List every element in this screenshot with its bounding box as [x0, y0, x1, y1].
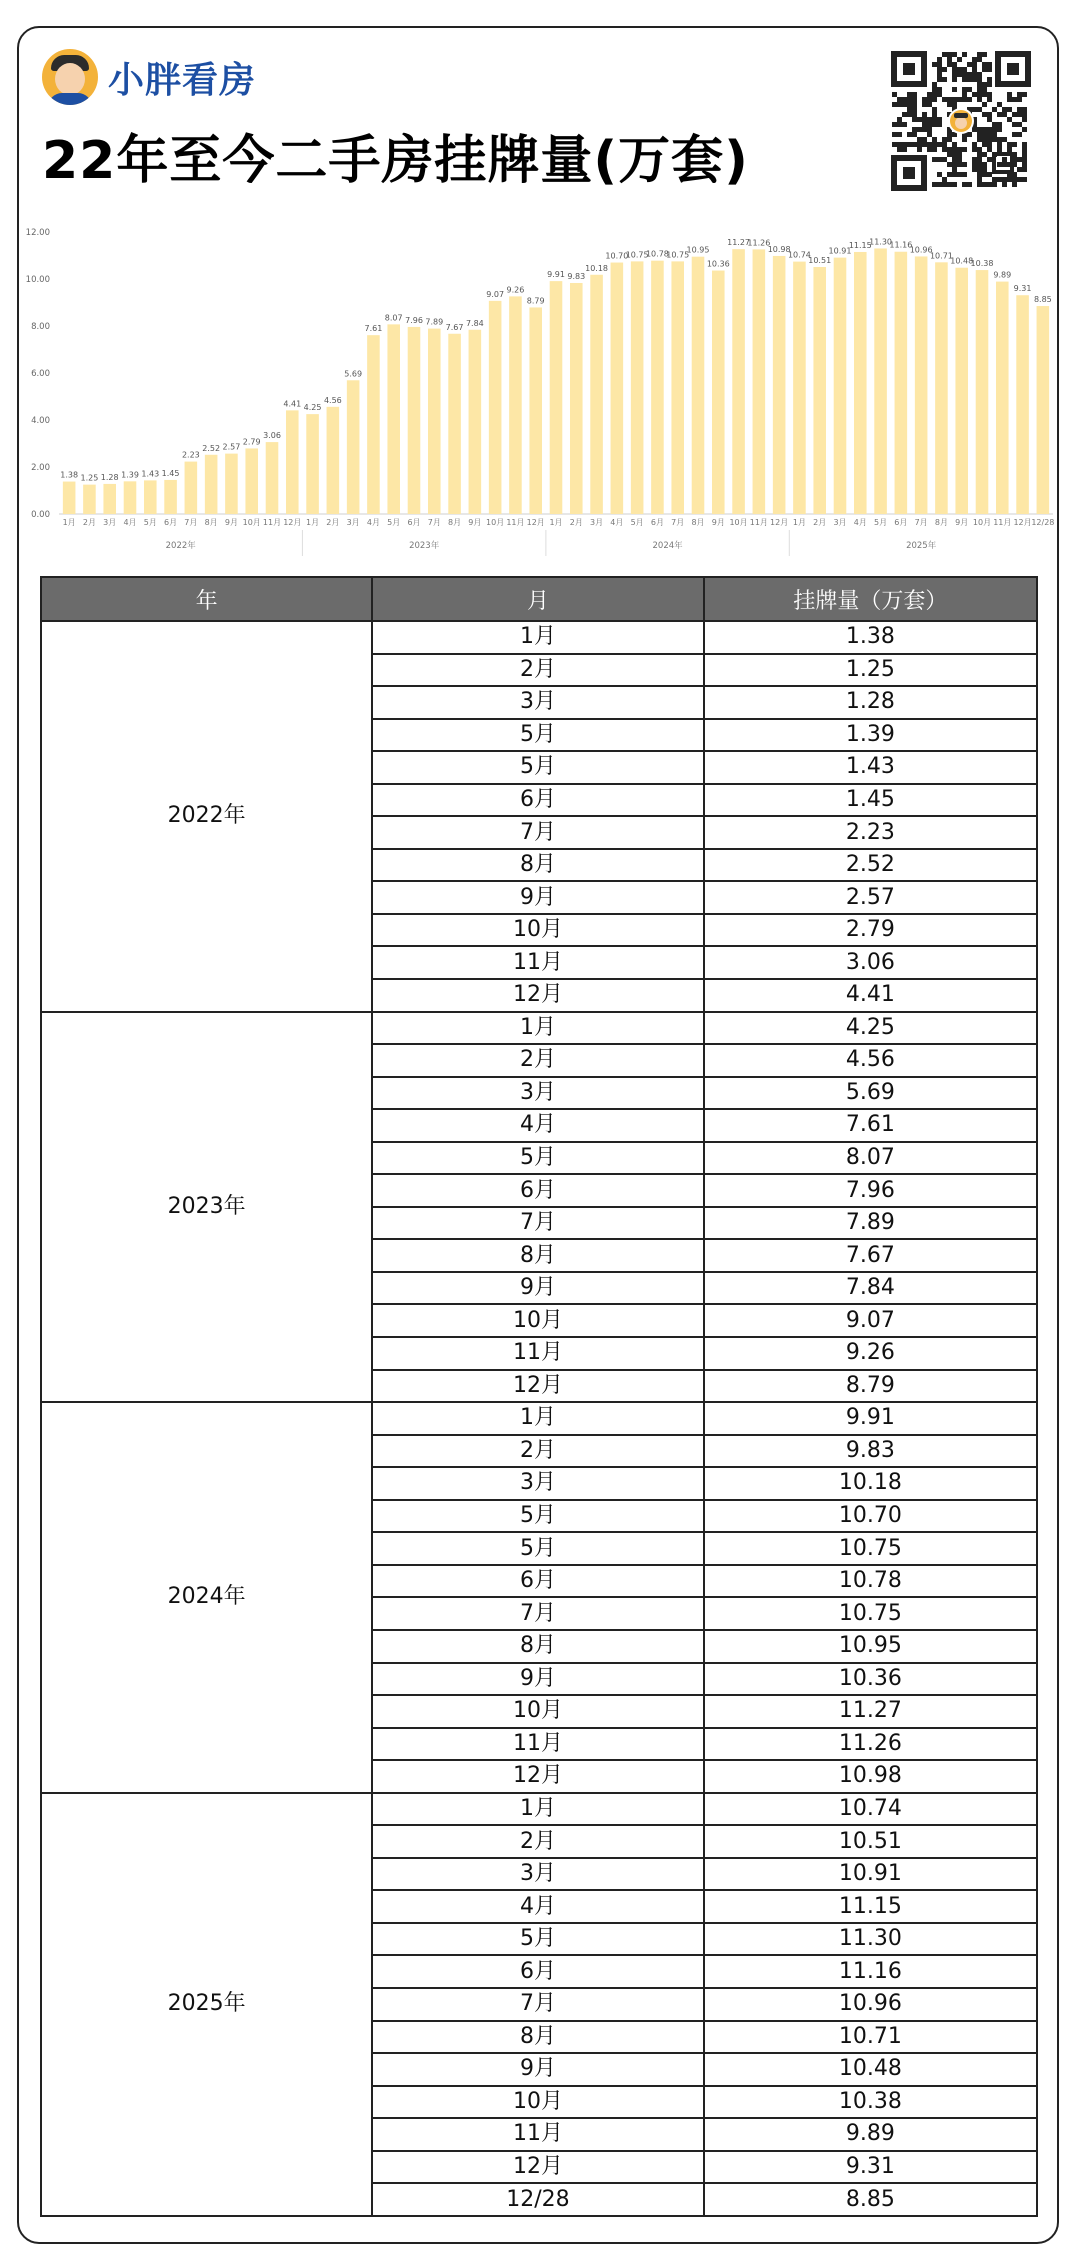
- x-tick-label: 8月: [204, 518, 218, 527]
- bar: [996, 282, 1009, 514]
- brand-name: 小胖看房: [108, 59, 257, 101]
- month-cell: 12月: [372, 1370, 703, 1403]
- bar: [712, 271, 725, 514]
- month-cell: 5月: [372, 1142, 703, 1175]
- month-cell: 6月: [372, 1955, 703, 1988]
- bar-value-label: 1.28: [100, 472, 119, 482]
- bar-value-label: 2.79: [242, 437, 261, 447]
- listing-value-cell: 7.96: [704, 1174, 1037, 1207]
- bar-value-label: 4.41: [283, 399, 302, 409]
- x-tick-label: 7月: [184, 518, 198, 527]
- bar: [185, 462, 198, 514]
- month-cell: 5月: [372, 1923, 703, 1956]
- table-row: [41, 1402, 1037, 1435]
- x-tick-label: 9月: [468, 518, 482, 527]
- x-tick-label: 4月: [366, 518, 380, 527]
- listing-value-cell: 1.28: [704, 686, 1037, 719]
- bar: [164, 480, 177, 514]
- bar-value-label: 10.38: [970, 259, 994, 269]
- x-tick-label: 12月: [1013, 518, 1032, 527]
- bar-value-label: 11.30: [869, 237, 893, 247]
- listing-value-cell: 11.16: [704, 1955, 1037, 1988]
- bar: [854, 252, 867, 514]
- month-cell: 9月: [372, 1272, 703, 1305]
- month-cell: 3月: [372, 686, 703, 719]
- y-tick-label: 4.00: [31, 416, 50, 426]
- x-tick-label: 3月: [346, 518, 360, 527]
- month-cell: 6月: [372, 1565, 703, 1598]
- page-title: 22年至今二手房挂牌量(万套): [42, 131, 749, 191]
- listing-value-cell: 9.31: [704, 2151, 1037, 2184]
- month-cell: 3月: [372, 1467, 703, 1500]
- month-cell: 6月: [372, 784, 703, 817]
- month-cell: 10月: [372, 1695, 703, 1728]
- bar-value-label: 10.51: [808, 256, 832, 266]
- listing-value-cell: 10.75: [704, 1532, 1037, 1565]
- month-cell: 8月: [372, 1239, 703, 1272]
- x-tick-label: 8月: [448, 518, 462, 527]
- listing-value-cell: 10.95: [704, 1630, 1037, 1663]
- month-cell: 1月: [372, 1012, 703, 1045]
- month-cell: 1月: [372, 1402, 703, 1435]
- x-tick-label: 7月: [671, 518, 685, 527]
- month-cell: 10月: [372, 2086, 703, 2119]
- avatar-logo: [42, 49, 98, 105]
- bar-value-label: 10.71: [929, 251, 953, 261]
- listing-table: [40, 576, 1038, 2217]
- bar-value-label: 9.83: [567, 271, 586, 281]
- bar-value-label: 9.89: [993, 270, 1012, 280]
- bar-chart-svg: [26, 222, 1056, 562]
- header-month: 月: [372, 577, 703, 621]
- bar: [1037, 306, 1050, 514]
- listing-value-cell: 7.67: [704, 1239, 1037, 1272]
- x-tick-label: 8月: [691, 518, 705, 527]
- bar-value-label: 10.36: [706, 259, 730, 269]
- bar-value-label: 1.45: [161, 468, 180, 478]
- x-tick-label: 7月: [914, 518, 928, 527]
- listing-value-cell: 7.89: [704, 1207, 1037, 1240]
- bar-value-label: 1.43: [141, 469, 160, 479]
- bar-value-label: 10.78: [645, 249, 669, 259]
- month-cell: 12/28: [372, 2183, 703, 2216]
- month-cell: 1月: [372, 621, 703, 654]
- month-cell: 1月: [372, 1793, 703, 1826]
- month-cell: 2月: [372, 1044, 703, 1077]
- x-tick-label: 8月: [934, 518, 948, 527]
- bar: [205, 455, 218, 514]
- bar-value-label: 2.52: [202, 443, 221, 453]
- month-cell: 8月: [372, 1630, 703, 1663]
- bar: [611, 263, 624, 514]
- x-tick-label: 6月: [650, 518, 664, 527]
- bar: [874, 248, 887, 514]
- listing-value-cell: 9.07: [704, 1304, 1037, 1337]
- bar-value-label: 8.07: [384, 313, 403, 323]
- bar: [529, 307, 542, 514]
- x-tick-label: 12月: [770, 518, 789, 527]
- month-cell: 12月: [372, 1760, 703, 1793]
- bar-value-label: 10.96: [909, 245, 933, 255]
- x-tick-label: 5月: [143, 518, 157, 527]
- month-cell: 8月: [372, 2021, 703, 2054]
- bar-value-label: 10.75: [666, 250, 690, 260]
- bar: [408, 327, 421, 514]
- listing-value-cell: 2.23: [704, 816, 1037, 849]
- x-tick-label: 9月: [711, 518, 725, 527]
- header-year: 年: [41, 577, 372, 621]
- bar-value-label: 10.91: [828, 246, 852, 256]
- bar: [753, 249, 766, 514]
- x-tick-label: 6月: [407, 518, 421, 527]
- bar: [1016, 295, 1029, 514]
- bar-value-label: 7.61: [364, 324, 383, 334]
- bar: [469, 330, 482, 514]
- bar: [347, 380, 360, 514]
- x-tick-label: 11月: [262, 518, 282, 527]
- bar-value-label: 5.69: [344, 369, 363, 379]
- bar-value-label: 3.06: [263, 431, 281, 441]
- bar-value-label: 1.38: [60, 470, 79, 480]
- listing-value-cell: 7.84: [704, 1272, 1037, 1305]
- bar: [103, 484, 116, 514]
- bar-value-label: 4.56: [323, 395, 342, 405]
- x-tick-label: 7月: [427, 518, 441, 527]
- listing-value-cell: 11.15: [704, 1890, 1037, 1923]
- bar-value-label: 10.95: [686, 245, 710, 255]
- y-tick-label: 2.00: [31, 463, 50, 473]
- x-tick-label: 2月: [326, 518, 340, 527]
- bar-value-label: 11.16: [889, 240, 913, 250]
- bar-value-label: 7.96: [405, 315, 423, 325]
- bar-value-label: 10.18: [585, 263, 609, 273]
- bar: [245, 448, 258, 514]
- bar: [225, 454, 238, 514]
- listing-value-cell: 10.74: [704, 1793, 1037, 1826]
- x-tick-label: 11月: [506, 518, 525, 527]
- y-tick-label: 12.00: [26, 228, 50, 238]
- listing-value-cell: 3.06: [704, 946, 1037, 979]
- x-tick-label: 3月: [590, 518, 604, 527]
- bar: [286, 410, 299, 514]
- bar: [367, 335, 380, 514]
- x-tick-label: 6月: [164, 518, 178, 527]
- x-tick-label: 2月: [813, 518, 827, 527]
- bar-value-label: 10.70: [605, 251, 629, 261]
- listing-value-cell: 1.38: [704, 621, 1037, 654]
- qr-code-icon: [890, 50, 1032, 192]
- month-cell: 7月: [372, 1988, 703, 2021]
- bar-value-label: 2.57: [222, 442, 241, 452]
- listing-value-cell: 10.51: [704, 1825, 1037, 1858]
- bar-value-label: 10.74: [787, 250, 811, 260]
- year-cell: 2022年: [41, 621, 372, 1012]
- listing-value-cell: 10.78: [704, 1565, 1037, 1598]
- listing-value-cell: 8.79: [704, 1370, 1037, 1403]
- x-tick-label: 5月: [874, 518, 888, 527]
- table-header-row: [41, 577, 1037, 621]
- bar: [813, 267, 826, 514]
- x-tick-label: 10月: [242, 518, 261, 527]
- x-tick-label: 5月: [630, 518, 644, 527]
- bar-value-label: 7.67: [445, 322, 464, 332]
- bar: [387, 324, 400, 514]
- month-cell: 10月: [372, 1304, 703, 1337]
- listing-value-cell: 5.69: [704, 1077, 1037, 1110]
- x-tick-label: 3月: [103, 518, 117, 527]
- month-cell: 9月: [372, 881, 703, 914]
- bar-value-label: 8.85: [1033, 295, 1052, 305]
- bar: [955, 268, 968, 514]
- y-tick-label: 8.00: [31, 322, 50, 332]
- x-tick-label: 4月: [853, 518, 867, 527]
- listing-value-cell: 2.52: [704, 849, 1037, 882]
- month-cell: 4月: [372, 1890, 703, 1923]
- month-cell: 3月: [372, 1858, 703, 1891]
- year-group-label: 2023年: [409, 541, 440, 551]
- bar: [915, 256, 928, 514]
- listing-value-cell: 10.18: [704, 1467, 1037, 1500]
- month-cell: 2月: [372, 1435, 703, 1468]
- x-tick-label: 9月: [955, 518, 969, 527]
- x-tick-label: 2月: [82, 518, 96, 527]
- listing-value-cell: 4.41: [704, 979, 1037, 1012]
- listing-value-cell: 10.75: [704, 1597, 1037, 1630]
- bar: [793, 262, 806, 514]
- month-cell: 11月: [372, 1337, 703, 1370]
- listing-value-cell: 10.96: [704, 1988, 1037, 2021]
- bar: [83, 485, 96, 514]
- y-tick-label: 0.00: [31, 510, 50, 520]
- table-row: [41, 621, 1037, 654]
- month-cell: 5月: [372, 1500, 703, 1533]
- month-cell: 7月: [372, 816, 703, 849]
- bar: [489, 301, 502, 514]
- month-cell: 9月: [372, 1663, 703, 1696]
- bar-value-label: 9.26: [506, 285, 525, 295]
- year-cell: 2024年: [41, 1402, 372, 1793]
- bar: [63, 482, 76, 514]
- x-tick-label: 4月: [123, 518, 137, 527]
- listing-value-cell: 4.25: [704, 1012, 1037, 1045]
- x-tick-label: 5月: [387, 518, 401, 527]
- bar: [976, 270, 989, 514]
- month-cell: 2月: [372, 1825, 703, 1858]
- bar: [935, 262, 948, 514]
- bar: [590, 275, 603, 514]
- listing-value-cell: 1.25: [704, 654, 1037, 687]
- listing-value-cell: 10.71: [704, 2021, 1037, 2054]
- bar: [266, 442, 279, 514]
- month-cell: 5月: [372, 719, 703, 752]
- x-tick-label: 9月: [224, 518, 238, 527]
- month-cell: 8月: [372, 849, 703, 882]
- bar-value-label: 11.27: [727, 238, 751, 248]
- brand: [42, 48, 256, 106]
- bar: [448, 334, 461, 514]
- listing-value-cell: 10.38: [704, 2086, 1037, 2119]
- listing-value-cell: 8.07: [704, 1142, 1037, 1175]
- bar-value-label: 10.75: [625, 250, 649, 260]
- x-tick-label: 11月: [993, 518, 1012, 527]
- bar: [651, 261, 664, 514]
- x-tick-label: 10月: [972, 518, 992, 527]
- y-tick-label: 6.00: [31, 369, 50, 379]
- month-cell: 12月: [372, 979, 703, 1012]
- listing-value-cell: 9.89: [704, 2118, 1037, 2151]
- listing-value-cell: 9.26: [704, 1337, 1037, 1370]
- x-tick-label: 12/28: [1031, 518, 1055, 527]
- bar-value-label: 8.79: [526, 296, 545, 306]
- listing-value-cell: 10.91: [704, 1858, 1037, 1891]
- table-row: [41, 1012, 1037, 1045]
- x-tick-label: 10月: [486, 518, 505, 527]
- month-cell: 7月: [372, 1207, 703, 1240]
- bar: [631, 261, 644, 514]
- month-cell: 10月: [372, 914, 703, 947]
- year-cell: 2023年: [41, 1012, 372, 1403]
- year-group-label: 2025年: [906, 541, 937, 551]
- bar: [144, 480, 157, 514]
- listing-value-cell: 9.91: [704, 1402, 1037, 1435]
- x-tick-label: 4月: [610, 518, 624, 527]
- x-tick-label: 6月: [894, 518, 908, 527]
- bar: [306, 414, 319, 514]
- bar: [124, 481, 137, 514]
- month-cell: 11月: [372, 1728, 703, 1761]
- bar-chart: [26, 222, 1056, 562]
- bar: [570, 283, 583, 514]
- x-tick-label: 1月: [792, 518, 806, 527]
- bar-value-label: 2.23: [181, 450, 200, 460]
- x-tick-label: 1月: [549, 518, 563, 527]
- listing-value-cell: 10.36: [704, 1663, 1037, 1696]
- bar-value-label: 9.07: [486, 289, 505, 299]
- bar-value-label: 11.26: [747, 238, 771, 248]
- month-cell: 4月: [372, 1109, 703, 1142]
- listing-value-cell: 11.26: [704, 1728, 1037, 1761]
- x-tick-label: 10月: [729, 518, 748, 527]
- year-group-label: 2022年: [165, 541, 196, 551]
- listing-value-cell: 10.70: [704, 1500, 1037, 1533]
- month-cell: 5月: [372, 1532, 703, 1565]
- month-cell: 12月: [372, 2151, 703, 2184]
- x-tick-label: 12月: [526, 518, 545, 527]
- month-cell: 11月: [372, 2118, 703, 2151]
- bar: [732, 249, 745, 514]
- listing-value-cell: 4.56: [704, 1044, 1037, 1077]
- x-tick-label: 1月: [306, 518, 320, 527]
- bar-value-label: 1.25: [80, 473, 99, 483]
- month-cell: 6月: [372, 1174, 703, 1207]
- bar-value-label: 10.98: [767, 244, 791, 254]
- bar-value-label: 7.89: [425, 317, 444, 327]
- bar-value-label: 1.39: [121, 470, 139, 480]
- y-tick-label: 10.00: [26, 275, 50, 285]
- bar: [509, 296, 522, 514]
- listing-value-cell: 1.43: [704, 751, 1037, 784]
- bar: [327, 407, 340, 514]
- month-cell: 2月: [372, 654, 703, 687]
- year-group-label: 2024年: [652, 541, 683, 551]
- listing-value-cell: 1.39: [704, 719, 1037, 752]
- listing-value-cell: 2.57: [704, 881, 1037, 914]
- bar: [671, 261, 684, 514]
- x-tick-label: 3月: [833, 518, 847, 527]
- month-cell: 3月: [372, 1077, 703, 1110]
- x-tick-label: 12月: [283, 518, 302, 527]
- month-cell: 7月: [372, 1597, 703, 1630]
- bar: [550, 281, 563, 514]
- listing-value-cell: 9.83: [704, 1435, 1037, 1468]
- bar-value-label: 9.31: [1013, 284, 1032, 294]
- x-tick-label: 2月: [569, 518, 583, 527]
- x-tick-label: 1月: [62, 518, 76, 527]
- bar: [428, 329, 441, 514]
- listing-value-cell: 2.79: [704, 914, 1037, 947]
- bar: [895, 252, 908, 514]
- month-cell: 5月: [372, 751, 703, 784]
- year-cell: 2025年: [41, 1793, 372, 2216]
- bar: [773, 256, 786, 514]
- bar-value-label: 7.84: [465, 318, 484, 328]
- month-cell: 11月: [372, 946, 703, 979]
- header-listings: 挂牌量（万套）: [704, 577, 1037, 621]
- bar: [834, 258, 847, 514]
- listing-value-cell: 11.30: [704, 1923, 1037, 1956]
- listing-value-cell: 1.45: [704, 784, 1037, 817]
- bar-value-label: 10.48: [950, 256, 974, 266]
- bar: [692, 257, 705, 514]
- bar-value-label: 4.25: [303, 403, 322, 413]
- listing-value-cell: 8.85: [704, 2183, 1037, 2216]
- table-row: [41, 1793, 1037, 1826]
- listing-value-cell: 10.98: [704, 1760, 1037, 1793]
- x-tick-label: 11月: [749, 518, 768, 527]
- bar-value-label: 11.15: [848, 240, 872, 250]
- month-cell: 9月: [372, 2053, 703, 2086]
- listing-value-cell: 7.61: [704, 1109, 1037, 1142]
- bar-value-label: 9.91: [547, 270, 565, 280]
- listing-value-cell: 10.48: [704, 2053, 1037, 2086]
- listing-value-cell: 11.27: [704, 1695, 1037, 1728]
